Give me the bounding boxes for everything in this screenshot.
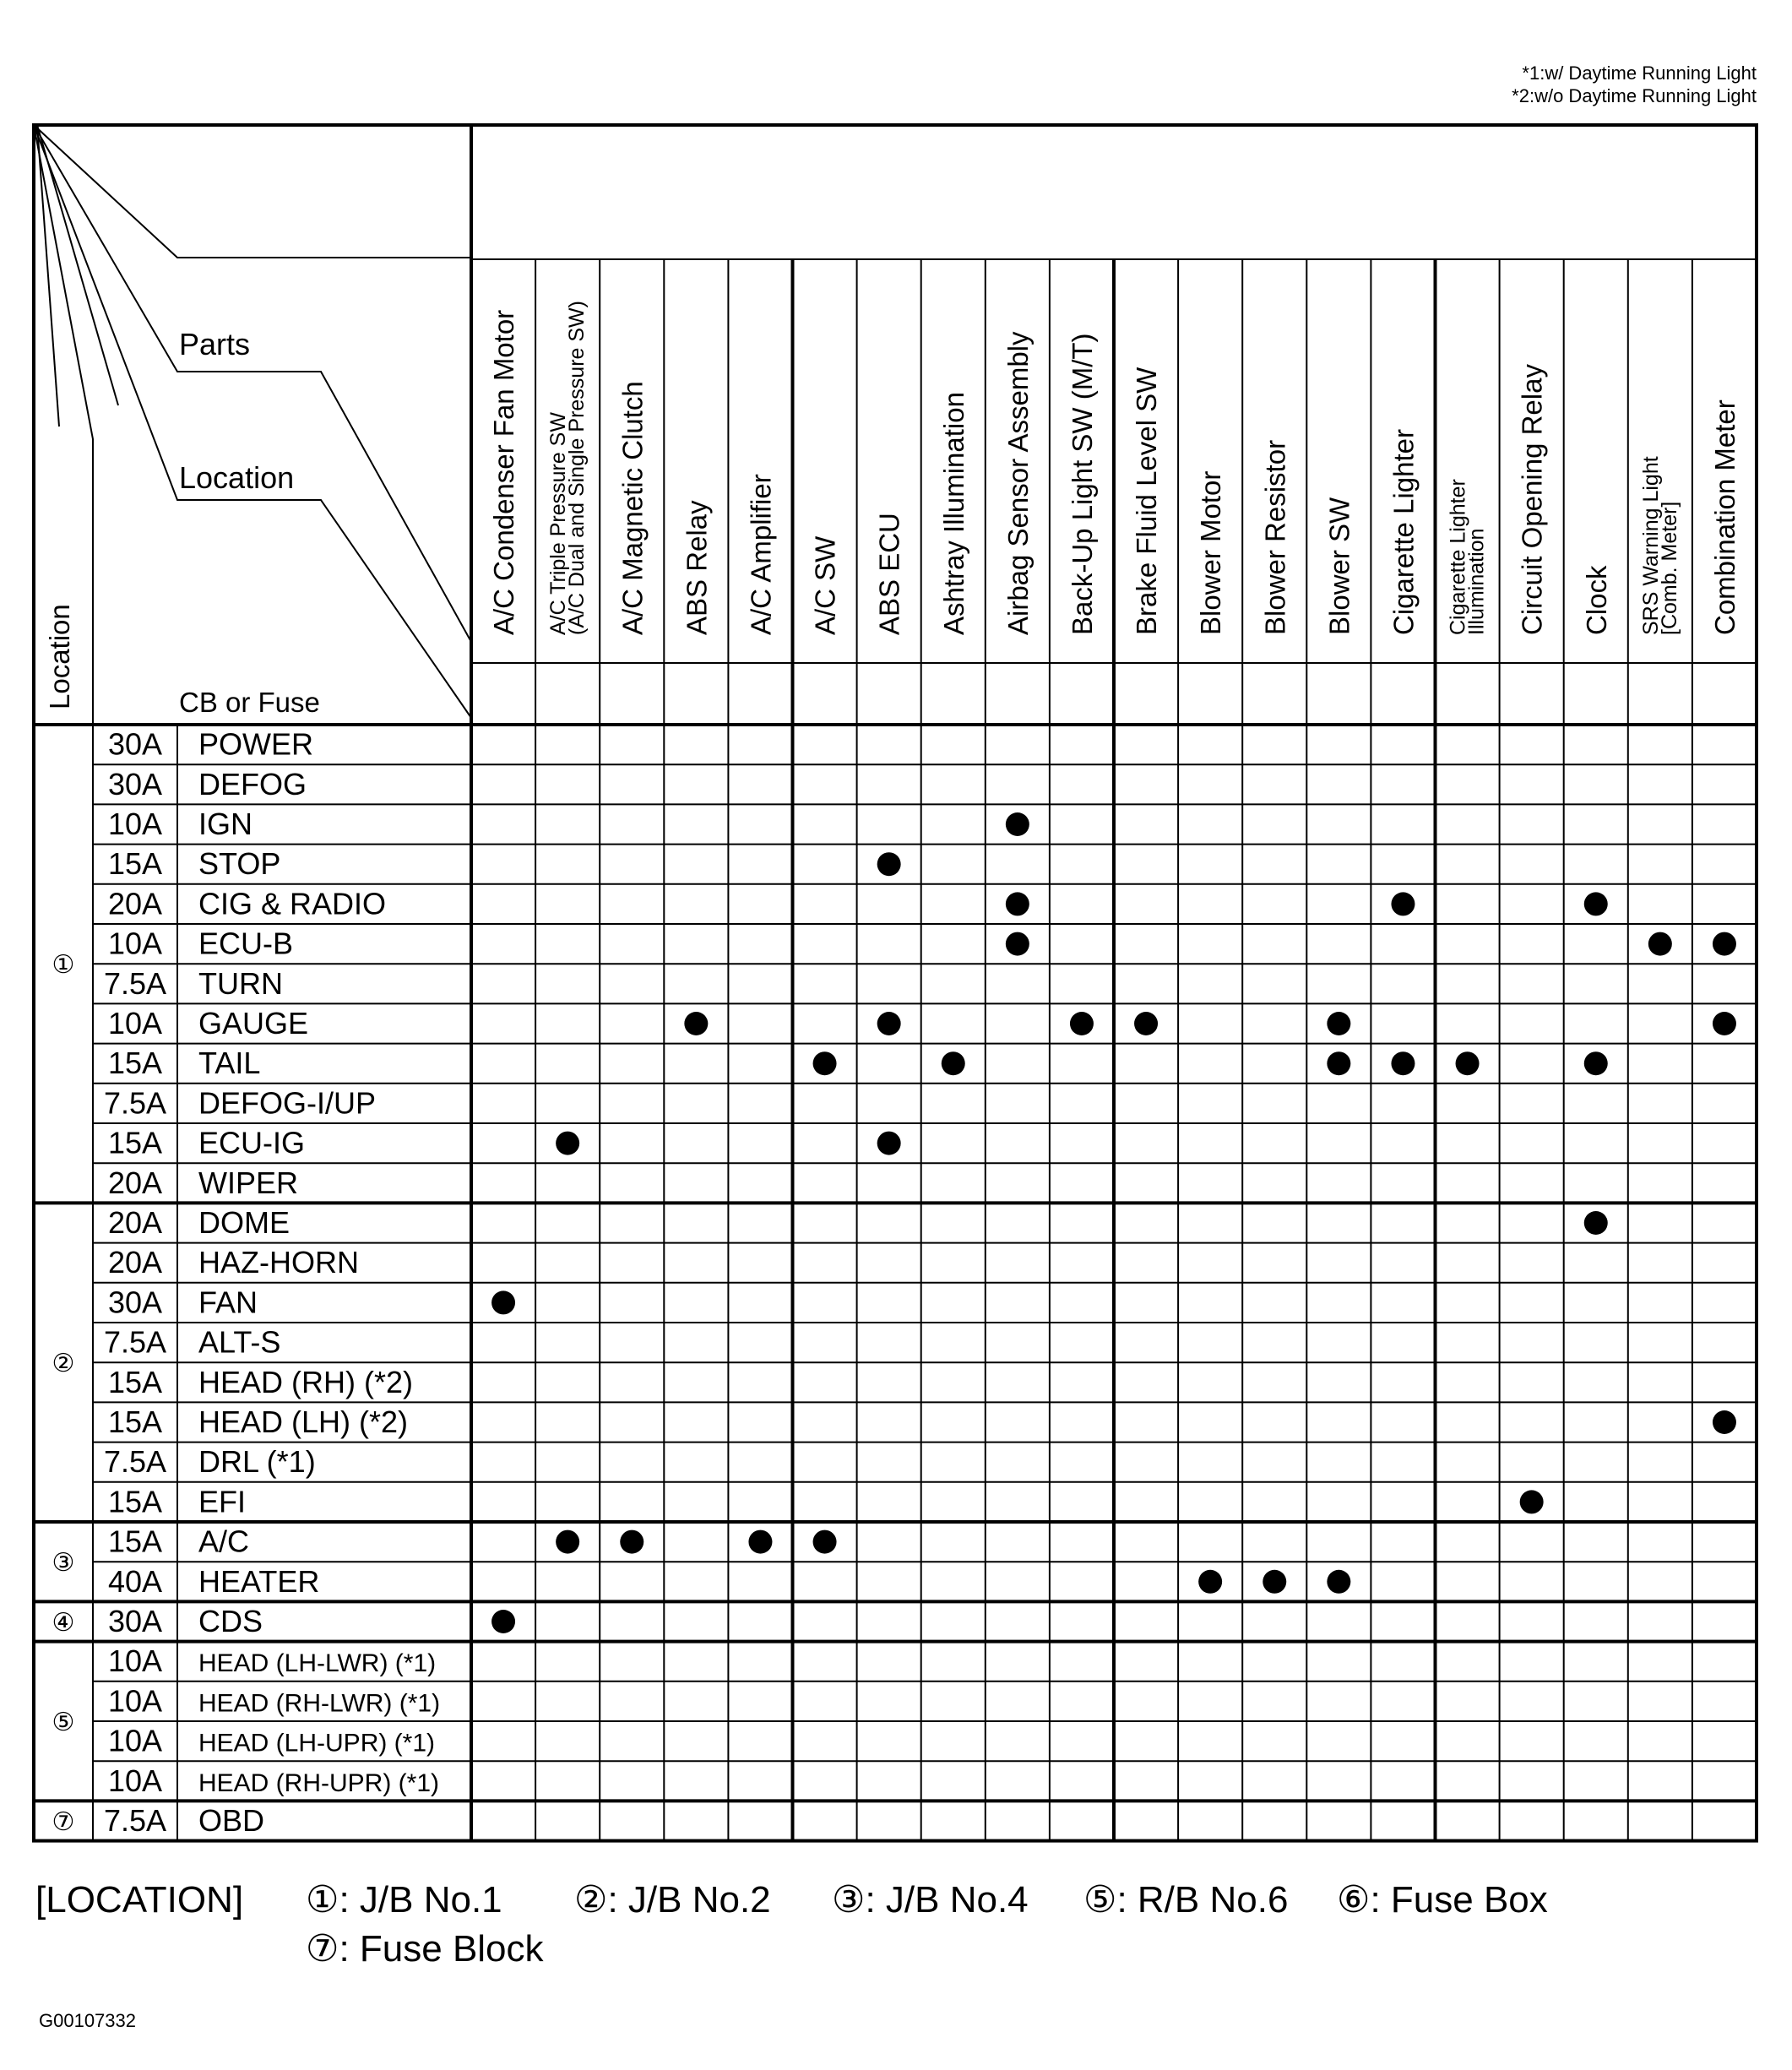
fuse-name: WIPER [198,1165,299,1200]
legend-item: ⑥: Fuse Box [1337,1879,1548,1921]
column-header [681,500,712,635]
connection-dot [491,1290,515,1314]
fuse-name: HEATER [198,1563,320,1599]
legend-item: ⑤: R/B No.6 [1083,1879,1289,1921]
column-header [745,474,776,635]
fuse-amperage: 30A [107,1604,163,1638]
fuse-name: OBD [198,1803,265,1838]
column-header [874,513,905,635]
connection-dot [877,1012,901,1035]
fuse-amperage: 30A [107,1285,163,1320]
fuse-amperage: 10A [107,1644,163,1679]
fuse-name: IGN [198,807,253,841]
fuse-amperage: 15A [107,1125,163,1160]
table-row [93,924,1757,961]
connection-dot [1327,1012,1350,1035]
column-header-label: Clock [1580,565,1612,635]
legend-item: ③: J/B No.4 [832,1879,1029,1921]
column-header [546,301,589,635]
fuse-amperage: 7.5A [103,1324,167,1360]
column-header-label: [Comb. Meter] [1657,501,1681,635]
table-row [93,845,1757,882]
fuse-name: HEAD (LH-UPR) (*1) [198,1729,436,1758]
column-header-label: A/C Amplifier [745,474,777,635]
fuse-amperage: 15A [107,846,163,882]
fuse-amperage: 20A [107,886,163,921]
location-marker: ① [52,951,75,980]
connection-dot [1713,1410,1736,1434]
fuse-name: TAIL [198,1046,261,1081]
location-marker: ④ [52,1609,75,1637]
fuse-name: HEAD (RH-UPR) (*1) [198,1768,439,1797]
table-row [93,1761,1757,1798]
connection-dot [1713,932,1736,956]
location-label: Location [179,460,295,495]
footnote-1: *1:w/ Daytime Running Light [1522,62,1757,84]
footnote-2: *2:w/o Daytime Running Light [1512,85,1757,106]
column-header [938,392,969,635]
column-header-label: A/C Magnetic Clutch [616,381,649,635]
column-header [1639,456,1681,635]
column-header-label: Airbag Sensor Assembly [1002,331,1034,635]
connection-dot [556,1530,579,1554]
fuse-name: DEFOG [198,766,307,801]
location-marker: ② [52,1350,75,1378]
fuse-name: POWER [198,726,314,762]
fuse-amperage: 15A [107,1046,163,1081]
connection-dot [1648,932,1672,956]
fuse-name: HAZ-HORN [198,1245,359,1280]
diagonal-line [37,125,59,426]
table-rows [52,727,1757,1838]
connection-dot [1327,1570,1350,1594]
location-legend [35,1879,1548,1969]
table-row [104,1803,264,1838]
table-row [93,804,1757,841]
column-header-label: Back-Up Light SW (M/T) [1066,333,1098,635]
fuse-amperage: 10A [107,1683,163,1719]
fuse-amperage: 15A [107,1404,163,1439]
connection-dot [813,1530,837,1554]
connection-dot [1584,892,1608,915]
location-axis-label: Location [44,604,75,709]
column-header [1195,471,1226,635]
column-header-label: ABS ECU [873,513,905,635]
location-group [52,1644,1757,1798]
connection-dot [942,1051,965,1075]
column-header [1581,565,1612,635]
fuse-name: DOME [198,1205,290,1240]
fuse-amperage: 7.5A [103,1444,167,1480]
fuse-name: HEAD (LH-LWR) (*1) [198,1649,437,1678]
column-header [1387,429,1419,635]
location-group [52,727,1757,1200]
connection-dot [684,1012,708,1035]
fuse-name: HEAD (LH) (*2) [198,1404,409,1439]
column-header [1323,497,1355,635]
fuse-name: CDS [198,1604,263,1638]
diagonal-line [34,125,471,642]
fuse-amperage: 10A [107,807,163,841]
fuse-amperage: 20A [107,1205,163,1240]
connection-dot [877,1132,901,1155]
column-header-label: A/C SW [809,535,841,635]
legend-item: ⑦: Fuse Block [306,1928,544,1969]
fuse-name: DEFOG-I/UP [198,1085,377,1121]
location-group [52,1604,516,1638]
connection-dot [1456,1051,1480,1075]
fuse-name: STOP [198,846,281,882]
connection-dot [1198,1570,1222,1594]
column-header [488,310,519,635]
connection-dot [1584,1051,1608,1075]
connection-dot [1584,1211,1608,1235]
fuse-name: ECU-B [198,926,294,961]
table-row [93,1163,1757,1200]
fuse-amperage: 40A [107,1563,163,1599]
column-header [616,381,648,635]
fuse-amperage: 15A [107,1484,163,1519]
corner-header [44,327,320,718]
table-row [93,1721,1757,1758]
column-header [1259,440,1290,635]
table-row [108,1604,515,1638]
fuse-amperage: 10A [107,1006,163,1040]
table-row [93,1323,1757,1360]
column-header-label: Blower SW [1323,497,1355,635]
column-header-label: Brake Fluid Level SW [1131,367,1163,635]
table-row [93,1123,1757,1160]
connection-dot [1006,932,1029,956]
table-row [93,1003,1757,1040]
table-row [93,1362,1757,1399]
table-row [108,1644,436,1678]
table-row [93,1084,1757,1121]
location-group [52,1803,264,1838]
column-header [1131,367,1162,635]
fuse-name: HEAD (RH-LWR) (*1) [198,1689,441,1718]
column-header-label: ABS Relay [681,500,713,635]
table-row [93,764,1757,801]
column-header-label: Cigarette Lighter [1387,429,1420,635]
fuse-amperage: 10A [107,1763,163,1798]
column-header [1517,364,1548,635]
column-header [1067,333,1098,635]
column-header-label: Circuit Opening Relay [1516,364,1548,635]
connection-dot [1006,892,1029,915]
connection-dot [1134,1012,1158,1035]
fuse-amperage: 20A [107,1245,163,1280]
connection-dot [1327,1051,1350,1075]
table-row [93,1442,1757,1480]
connection-dot [1070,1012,1094,1035]
footnotes [1512,62,1757,106]
fuse-amperage: 15A [107,1524,163,1559]
table-row [93,1283,1757,1320]
column-header [1709,399,1740,635]
location-group [52,1205,1757,1519]
table-row [93,1402,1757,1439]
legend-title: [LOCATION] [35,1879,244,1921]
legend-item: ①: J/B No.1 [306,1879,502,1921]
fuse-name: GAUGE [198,1006,309,1040]
fuse-name: FAN [198,1285,258,1320]
connection-dot [1713,1012,1736,1035]
connection-dot [556,1132,579,1155]
table-row [93,884,1757,921]
corner-diagonals [34,125,471,725]
location-group [52,1524,1757,1599]
column-header-label: SRS Warning Light [1638,456,1663,635]
fuse-name: A/C [198,1524,250,1559]
parts-label: Parts [179,327,251,361]
column-header-label: Illumination [1464,528,1489,635]
table-row [93,1482,1757,1519]
column-header [810,535,841,635]
table-row [93,1682,1757,1719]
column-header [1447,479,1489,635]
table-row [108,1205,1608,1240]
fuse-amperage: 7.5A [103,1803,167,1838]
table-row [108,727,313,762]
table-row [93,1243,1757,1280]
column-header-label: Cigarette Lighter [1446,479,1470,635]
column-header-label: A/C Triple Pressure SW [546,412,571,635]
table-row [93,1044,1757,1081]
connection-dot [813,1051,837,1075]
figure-code: G00107332 [39,2010,136,2031]
connection-dot [1006,812,1029,836]
fuse-name: EFI [198,1484,247,1519]
fuse-amperage: 7.5A [103,1085,167,1121]
fuse-name: ALT-S [198,1324,281,1360]
fuse-amperage: 20A [107,1165,163,1200]
fuse-name: ECU-IG [198,1125,305,1160]
cb-fuse-label: CB or Fuse [179,687,320,718]
column-header-label: Ashtray Illumination [937,392,969,635]
connection-dot [1391,892,1415,915]
diagonal-line [34,125,471,718]
table-row [93,964,1757,1001]
location-marker: ⑦ [52,1808,75,1836]
connection-dot [877,852,901,876]
fuse-name: DRL (*1) [198,1444,316,1480]
fuse-amperage: 15A [107,1364,163,1399]
column-header-label: Blower Resistor [1259,439,1291,635]
fuse-amperage: 30A [107,766,163,801]
fuse-name: TURN [198,965,283,1001]
location-marker: ③ [52,1549,75,1578]
column-header-label: Blower Motor [1195,470,1227,635]
fuse-amperage: 30A [107,726,163,762]
column-header-label: (A/C Dual and Single Pressure SW) [565,301,589,635]
legend-item: ②: J/B No.2 [574,1879,771,1921]
column-header-label: Combination Meter [1708,399,1740,635]
fuse-name: HEAD (RH) (*2) [198,1364,414,1399]
connection-dot [1520,1490,1544,1513]
table-row [93,1562,1757,1599]
fuse-amperage: 10A [107,926,163,961]
connection-dot [1263,1570,1286,1594]
column-header-label: A/C Condenser Fan Motor [488,309,520,635]
connection-dot [748,1530,772,1554]
fuse-name: CIG & RADIO [198,886,387,921]
column-header [1002,331,1034,635]
connection-dot [620,1530,643,1554]
connection-dot [491,1610,515,1633]
location-marker: ⑤ [52,1709,75,1736]
connection-dot [1391,1051,1415,1075]
diagonal-line [37,125,118,405]
fuse-amperage: 10A [107,1723,163,1758]
fuse-amperage: 7.5A [103,965,167,1001]
